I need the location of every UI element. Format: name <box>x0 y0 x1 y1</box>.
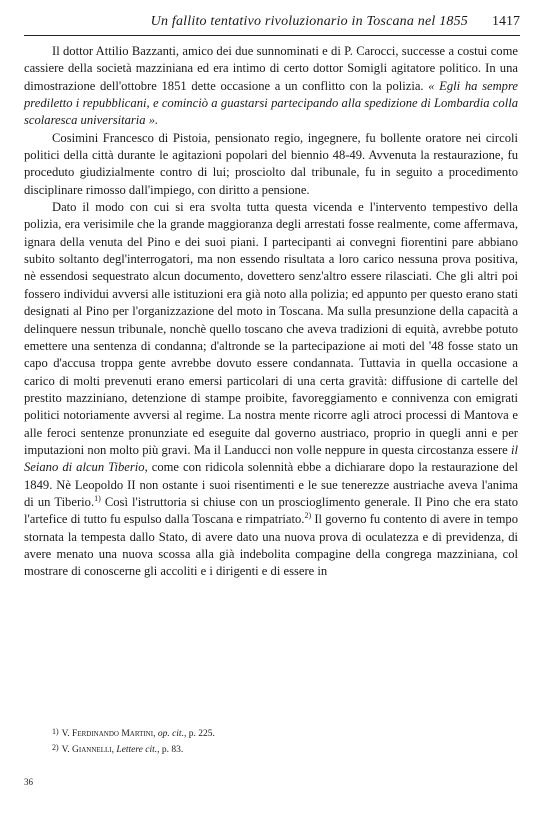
page-number: 1417 <box>492 14 520 29</box>
printer-signature: 36 <box>24 777 33 787</box>
footnote-1 <box>52 725 518 741</box>
paragraph-text: , come con ridicola solennità ebbe a dichiarare dopo la restaurazione del 1849. Nè Leopoldo II non ostante i suoi risentimenti e le sue tenerezze austriache aveva l'anima di un Tiberio. <box>24 460 518 509</box>
footnote-2 <box>52 741 518 757</box>
footnote-author: V. Ferdinando Martini, <box>61 729 156 739</box>
quotation-italic: « Egli ha sempre prediletto i repubblicani, e cominciò a guastarsi partecipando alla spedizione di Lombardia colla scolaresca universitaria ». <box>24 78 518 128</box>
footnote-ref-1: 1) <box>94 493 101 503</box>
paragraph-text: Dato il modo con cui si era svolta tutta questa vicenda e l'intervento tempestivo della polizia, era verisimile che la grande maggioranza degli arrestati fosse realmente, come affermava, ignara della venuta del Pino e dei suoi piani. I partecipanti ai convegni fiorentini pare abbiano subito soltanto degl'interrogatori, ma non essendo risultata a loro carico nessuna prova positiva, nè essendosi sequestrato alcun documento, dovettero senz'altro essere rilasciati. Che gli altri poi fossero individui avversi alle istituzioni era già noto alla polizia; ed appunto per questo erano stati designati al Pino per l'organizzazione del moto in Toscana. Ma sulla presunzione della capacità a delinquere nessun tribunale, nonchè quello toscano che aveva tradizioni di equità, avrebbe potuto emettere una sentenza di condanna; d'altronde se la partecipazione ai moti del '48 fosse stato un capo d'accusa troppa gente avrebbe dovuto essere condannata. Tuttavia in quella occasione a carico di molti prevenuti erano emersi particolari di una certa gravità: diffusione di cartelle del prestito mazziniano, detenzione di stampe proibite, favoreggiamento e connivenza con emigrati politici notoriamente avversi al regime. La nostra mente ricorre agli atroci processi di Mantova e alle feroci sentenze pronunziate ed eseguite dal governo austriaco, proprio in quegli anni e per imputazioni non molto più gravi. Ma il Landucci non volle neppure in questa circostanza essere <box>24 200 518 457</box>
footnote-author: V. Giannelli, <box>61 745 114 755</box>
footnote-mark: 1) <box>52 727 59 736</box>
paragraph-cosimini: Cosimini Francesco di Pistoia, pensionato regio, ingegnere, fu bollente oratore nei circoli politici della città durante le agitazioni popolari del biennio 48-49. Avvenuta la restaurazione, fu proceduto giudizialmente contro di lui; prosciolto dal tribunale, fu in seguito a procedimento disciplinare rimosso dall'impiego, con diritto a pensione. <box>24 130 518 197</box>
paragraph-bazzanti <box>24 43 518 130</box>
footnote-work: op. cit., <box>157 729 187 739</box>
footnote-page: p. 225. <box>188 729 215 739</box>
running-title: Un fallito tentativo rivoluzionario in Toscana nel 1855 <box>150 14 468 29</box>
quotation-italic: il Seiano di alcun Tiberio <box>24 442 518 475</box>
footnote-page: p. 83. <box>161 745 184 755</box>
paragraph-vicenda <box>24 199 518 581</box>
paragraph-text: Così l'istruttoria si chiuse con un proscioglimento generale. Il Pino che era stato l'artefice di tutto fu espulso dalla Toscana e rimpatriato. <box>24 494 518 527</box>
footnote-work: Lettere cit., <box>116 745 160 755</box>
footnote-ref-2: 2) <box>304 511 312 521</box>
header-rule <box>24 35 520 36</box>
body-text <box>24 43 518 581</box>
paragraph-text: Il governo fu contento di avere in tempo stornata la tempesta dallo Stato, di avere dato una nuova prova di oculatezza e di previdenza, di avere menato una nuova scossa alla già indebolita compagine della congrega mazziniana, col mostrare di conoscerne gli accoliti e i dirigenti e di essere in <box>24 512 518 579</box>
running-header <box>24 14 520 32</box>
footnote-mark: 2) <box>52 743 59 752</box>
footnotes <box>24 725 518 757</box>
paragraph-text: Il dottor Attilio Bazzanti, amico dei due sunnominati e di P. Carocci, successe a costui come cassiere della società mazziniana ed era intimo di certo dottor Somigli agitatore politico. In una dimostrazione dell'ottobre 1851 dette occasione a un conflitto con la polizia. <box>24 44 518 93</box>
